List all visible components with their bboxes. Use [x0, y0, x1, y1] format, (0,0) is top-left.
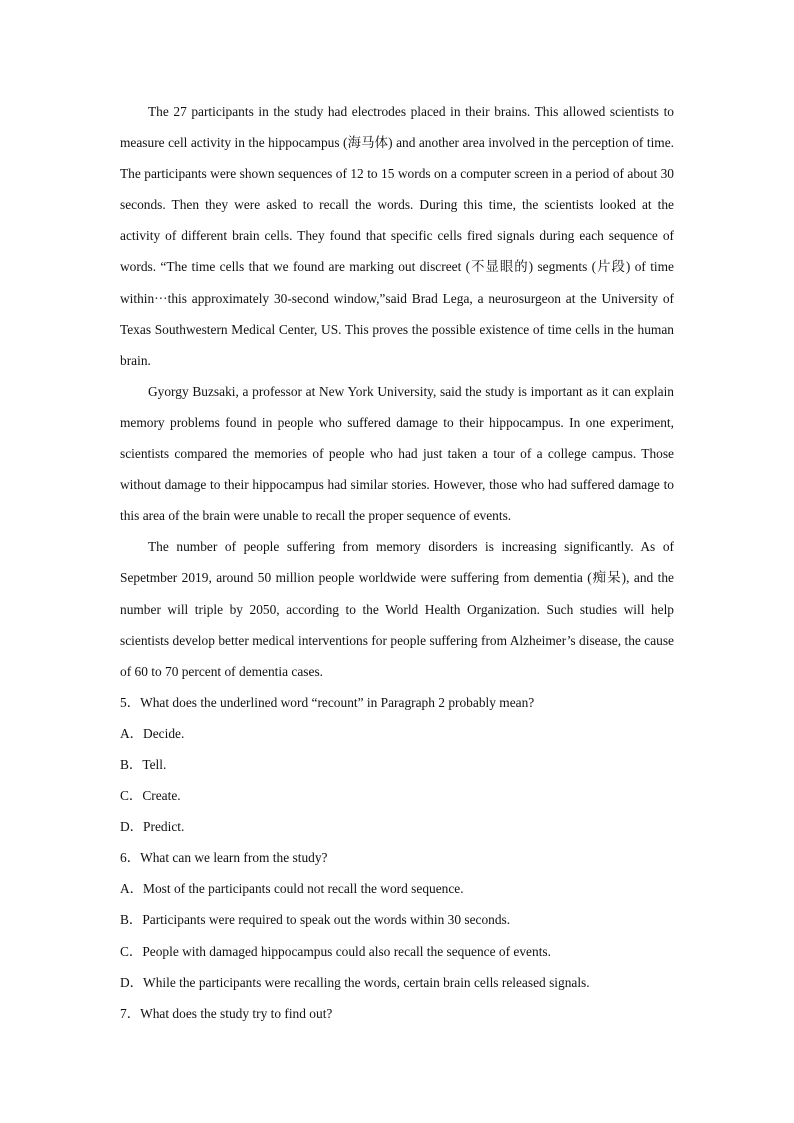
question-5-option-b: B．Tell. — [120, 756, 167, 772]
question-6-option-b: B．Participants were required to speak out the words within 30 seconds. — [120, 912, 511, 928]
passage-paragraph-2: Gyorgy Buzsaki, a professor at New York University, said the study is important as it can explain memory problems found in people who suffered damage to their hippocampus. In one experiment, scientists compared the memories of people who had just taken a tour of a college campus. Those without damage to their hippocampus had similar stories. However, those who had suffered damage to this area of the brain were unable to recall the proper sequence of events. — [120, 383, 674, 524]
passage-paragraph-3: The number of people suffering from memory disorders is increasing significantly. As of Sepetmber 2019, around 50 million people worldwide were suffering from dementia (痴呆), and the number will triple by 2050, according to the World Health Organization. Such studies will help scientists develop better medical interventions for people suffering from Alzheimer’s disease, the cause of 60 to 70 percent of dementia cases. — [120, 539, 674, 679]
question-7 — [120, 998, 674, 1029]
question-6-stem: 6．What can we learn from the study? — [120, 850, 328, 866]
question-5-option-a: A．Decide. — [120, 725, 185, 741]
question-5-stem: 5．What does the underlined word “recount” in Paragraph 2 probably mean? — [120, 694, 535, 710]
passage-paragraph-1: The 27 participants in the study had electrodes placed in their brains. This allowed scientists to measure cell activity in the hippocampus (海马体) and another area involved in the perception of time. The participants were shown sequences of 12 to 15 words on a computer screen in a period of about 30 seconds. Then they were asked to recall the words. During this time, the scientists looked at the activity of different brain cells. They found that specific cells fired signals during each sequence of words. “The time cells that we found are marking out discreet (不显眼的) segments (片段) of time within···this approximately 30-second window,”said Brad Lega, a neurosurgeon at the University of Texas Southwestern Medical Center, US. This proves the possible existence of time cells in the human brain. — [120, 104, 674, 368]
reading-passage — [120, 96, 674, 687]
question-5-option-d: D．Predict. — [120, 819, 185, 835]
question-6 — [120, 842, 674, 997]
question-5 — [120, 687, 674, 842]
question-6-option-d: D．While the participants were recalling the words, certain brain cells released signals. — [120, 974, 590, 990]
question-7-stem: 7．What does the study try to find out? — [120, 1005, 333, 1021]
document-page — [120, 96, 674, 1029]
question-5-option-c: C．Create. — [120, 788, 181, 804]
question-6-option-a: A．Most of the participants could not recall the word sequence. — [120, 881, 464, 897]
question-6-option-c: C．People with damaged hippocampus could also recall the sequence of events. — [120, 943, 551, 959]
